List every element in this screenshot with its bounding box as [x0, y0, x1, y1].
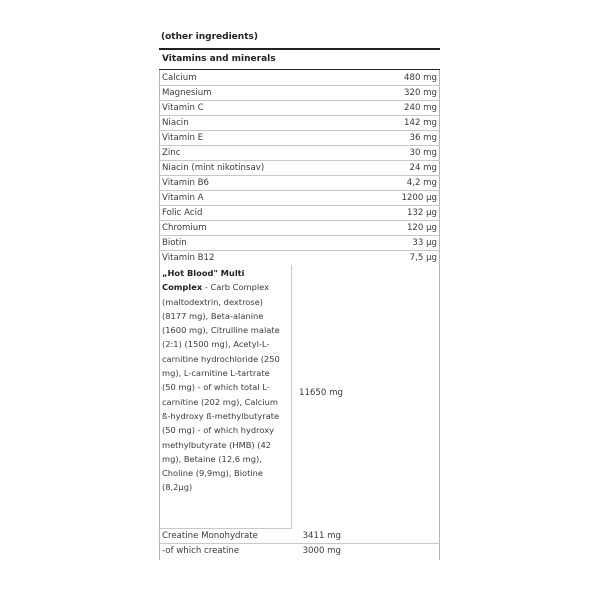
- nutrient-name: Niacin (mint nikotinsav): [162, 163, 265, 173]
- table-row: [159, 115, 440, 131]
- table-row: [159, 543, 440, 558]
- nutrient-amount: 120 µg: [406, 223, 437, 233]
- complex-ingredient-text: [162, 266, 280, 495]
- cut-off-header: (other ingredients): [161, 32, 258, 42]
- nutrient-amount: 30 mg: [409, 148, 437, 158]
- nutrient-amount: 142 mg: [404, 118, 437, 128]
- ingredient-name: -of which creatine: [162, 546, 240, 556]
- nutrient-amount: 7,5 µg: [409, 253, 437, 263]
- complex-description: - Carb Complex (maltodextrin, dextrose) (8177 mg), Beta-alanine (1600 mg), Citrulline malate (2:1) (1500 mg), Acetyl-L-carnitine hydrochloride (250 mg), L-carnitine L-tartrate (50 mg) - of which total L-carnitine (202 mg), Calcium ß-hydroxy ß-methylbutyrate (50 mg) - of which hydroxy methylbutyrate (HMB) (42 mg), Betaine (12,6 mg), Choline (9,9mg), Biotine (8,2µg): [162, 282, 280, 493]
- table-row: [159, 175, 440, 191]
- nutrition-table: [159, 30, 440, 560]
- nutrient-name: Vitamin A: [162, 193, 204, 203]
- nutrient-name: Vitamin E: [162, 133, 204, 143]
- table-row: [159, 85, 440, 101]
- nutrient-name: Calcium: [162, 73, 197, 83]
- ingredient-amount: 3411 mg: [302, 531, 341, 541]
- nutrient-name: Vitamin B12: [162, 253, 215, 263]
- complex-cell: [159, 265, 292, 529]
- nutrient-amount: 4,2 mg: [406, 178, 437, 188]
- nutrient-name: Folic Acid: [162, 208, 203, 218]
- table-row: [159, 145, 440, 161]
- nutrient-name: Biotin: [162, 238, 187, 248]
- table-row: [159, 235, 440, 251]
- nutrient-amount: 1200 µg: [401, 193, 437, 203]
- section-header: [159, 50, 440, 70]
- nutrient-amount: 33 µg: [412, 238, 437, 248]
- section-title: Vitamins and minerals: [162, 54, 276, 64]
- nutrient-name: Chromium: [162, 223, 207, 233]
- nutrient-name: Niacin: [162, 118, 189, 128]
- nutrient-amount: 240 mg: [404, 103, 437, 113]
- nutrient-amount: 36 mg: [409, 133, 437, 143]
- table-row: [159, 190, 440, 206]
- complex-title: „Hot Blood" Multi Complex: [162, 268, 245, 293]
- nutrient-amount: 24 mg: [409, 163, 437, 173]
- table-row: [159, 250, 440, 265]
- table-row: [159, 160, 440, 176]
- table-row: [159, 100, 440, 116]
- complex-amount: 11650 mg: [299, 388, 343, 398]
- table-row: [159, 130, 440, 146]
- nutrient-name: Magnesium: [162, 88, 212, 98]
- nutrient-name: Zinc: [162, 148, 181, 158]
- ingredient-amount: 3000 mg: [302, 546, 341, 556]
- table-row: [159, 528, 440, 544]
- table-row: [159, 70, 440, 86]
- table-row: [159, 220, 440, 236]
- nutrient-name: Vitamin B6: [162, 178, 210, 188]
- nutrient-amount: 320 mg: [404, 88, 437, 98]
- nutrient-name: Vitamin C: [162, 103, 204, 113]
- nutrient-amount: 132 µg: [406, 208, 437, 218]
- table-row: [159, 205, 440, 221]
- ingredient-name: Creatine Monohydrate: [162, 531, 258, 541]
- nutrient-amount: 480 mg: [404, 73, 437, 83]
